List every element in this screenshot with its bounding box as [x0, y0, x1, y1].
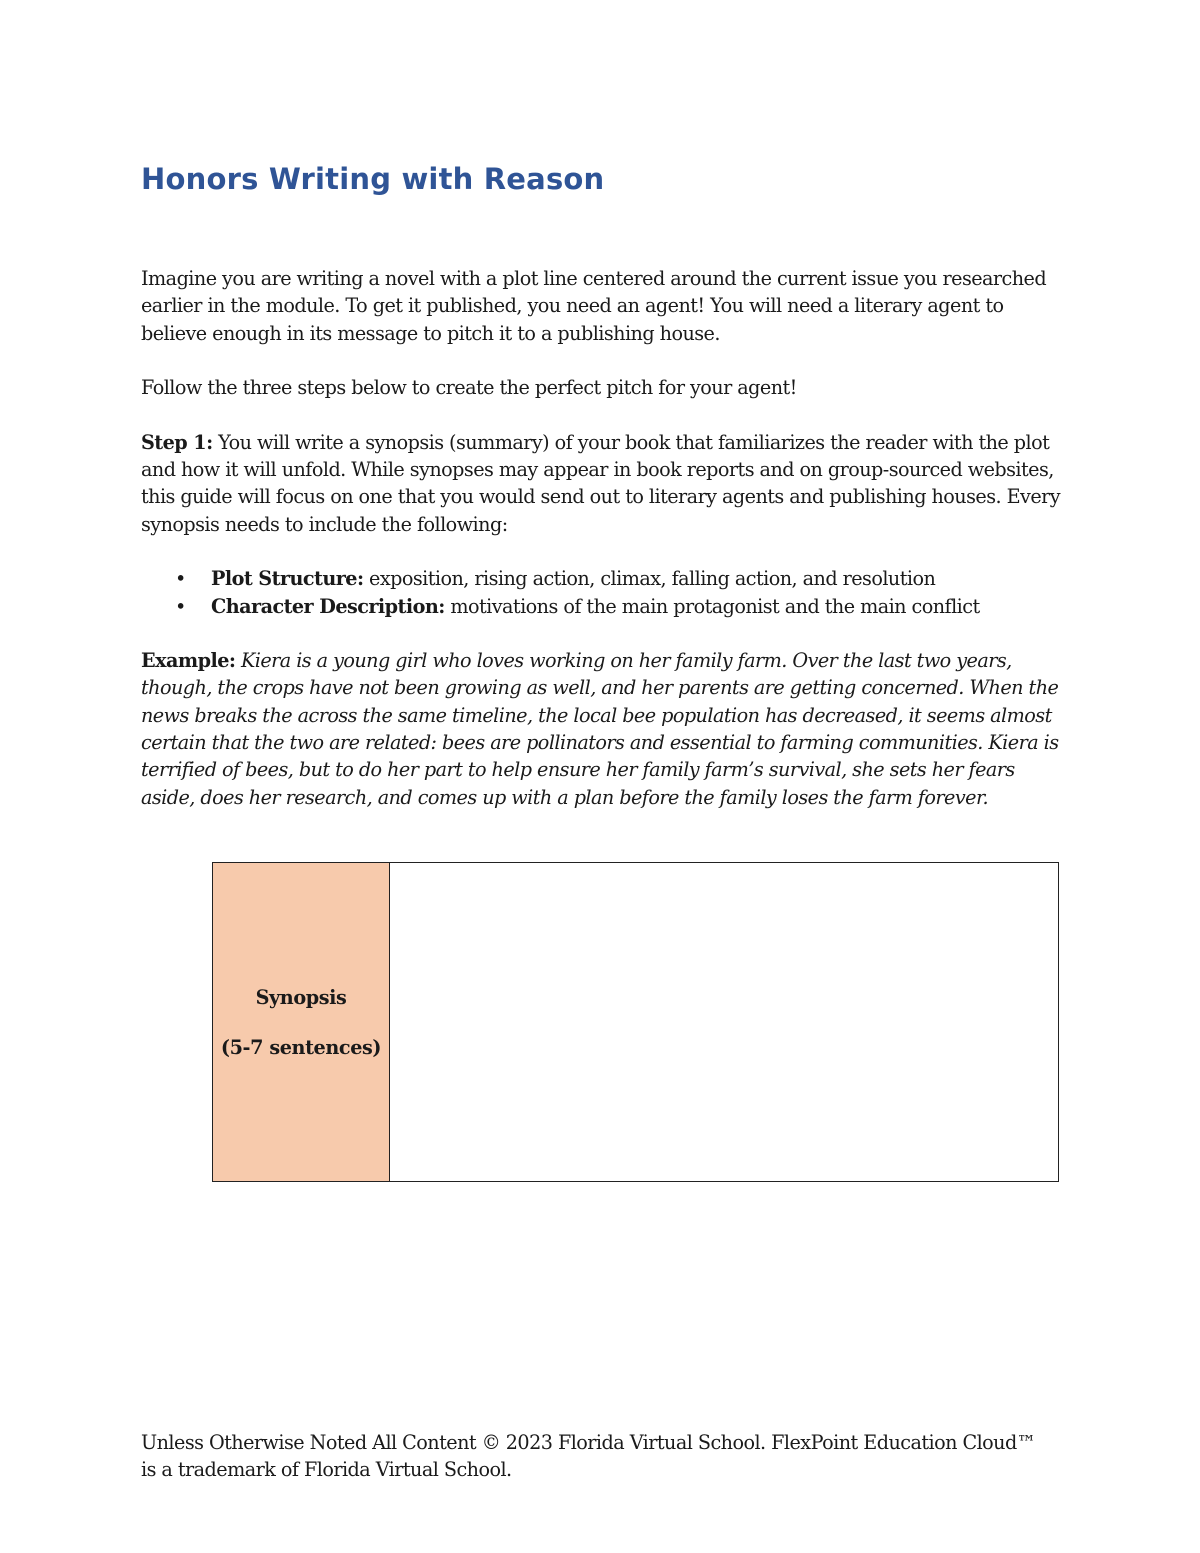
page-title: Honors Writing with Reason	[141, 162, 605, 196]
synopsis-table	[212, 862, 1059, 1182]
bullet-icon: •	[175, 567, 186, 591]
synopsis-label: Synopsis	[255, 985, 347, 1009]
table-row	[213, 863, 1059, 1182]
intro-paragraph: Imagine you are writing a novel with a plot line centered around the current issue you researched earlier in the module. To get it published, you need an agent! You will need a literary agent to believe enough in its message to pitch it to a publishing house.	[141, 267, 1047, 345]
synopsis-label-cell	[213, 863, 390, 1182]
step-1-label: Step 1:	[141, 430, 213, 454]
bullet-label: Plot Structure:	[211, 567, 364, 591]
step-1-text: You will write a synopsis (summary) of your book that familiarizes the reader with the plot and how it will unfold. While synopses may appear in book reports and on group-sourced websites, this guide will focus on one that you would send out to literary agents and publishing houses. Every synopsis needs to include the following:	[141, 430, 1061, 536]
bullet-label: Character Description:	[211, 594, 445, 618]
bullet-text: motivations of the main protagonist and the main conflict	[450, 594, 980, 618]
bullet-icon: •	[175, 594, 186, 618]
bullet-text: exposition, rising action, climax, falling action, and resolution	[369, 567, 936, 591]
document-body	[141, 265, 1066, 838]
requirements-list	[141, 565, 1066, 620]
instruction-paragraph: Follow the three steps below to create the perfect pitch for your agent!	[141, 376, 797, 400]
copyright-footer: Unless Otherwise Noted All Content © 2023 Florida Virtual School. FlexPoint Education Cloud™ is a trademark of Florida Virtual School.	[141, 1431, 1036, 1482]
step-1-paragraph	[141, 429, 1066, 538]
example-paragraph	[141, 647, 1066, 811]
example-label: Example:	[141, 649, 236, 673]
list-item	[141, 565, 1066, 592]
synopsis-answer-field[interactable]	[390, 863, 1059, 1182]
list-item	[141, 593, 1066, 620]
synopsis-sentence-count: (5-7 sentences)	[220, 1035, 382, 1059]
example-text: Kiera is a young girl who loves working on her family farm. Over the last two years, though, the crops have not been growing as well, and her parents are getting concerned. When the news breaks the across the same timeline, the local bee population has decreased, it seems almost certain that the two are related: bees are pollinators and essential to farming communities. Kiera is terrified of bees, but to do her part to help ensure her family farm’s survival, she sets her fears aside, does her research, and comes up with a plan before the family loses the farm forever.	[141, 649, 1059, 809]
